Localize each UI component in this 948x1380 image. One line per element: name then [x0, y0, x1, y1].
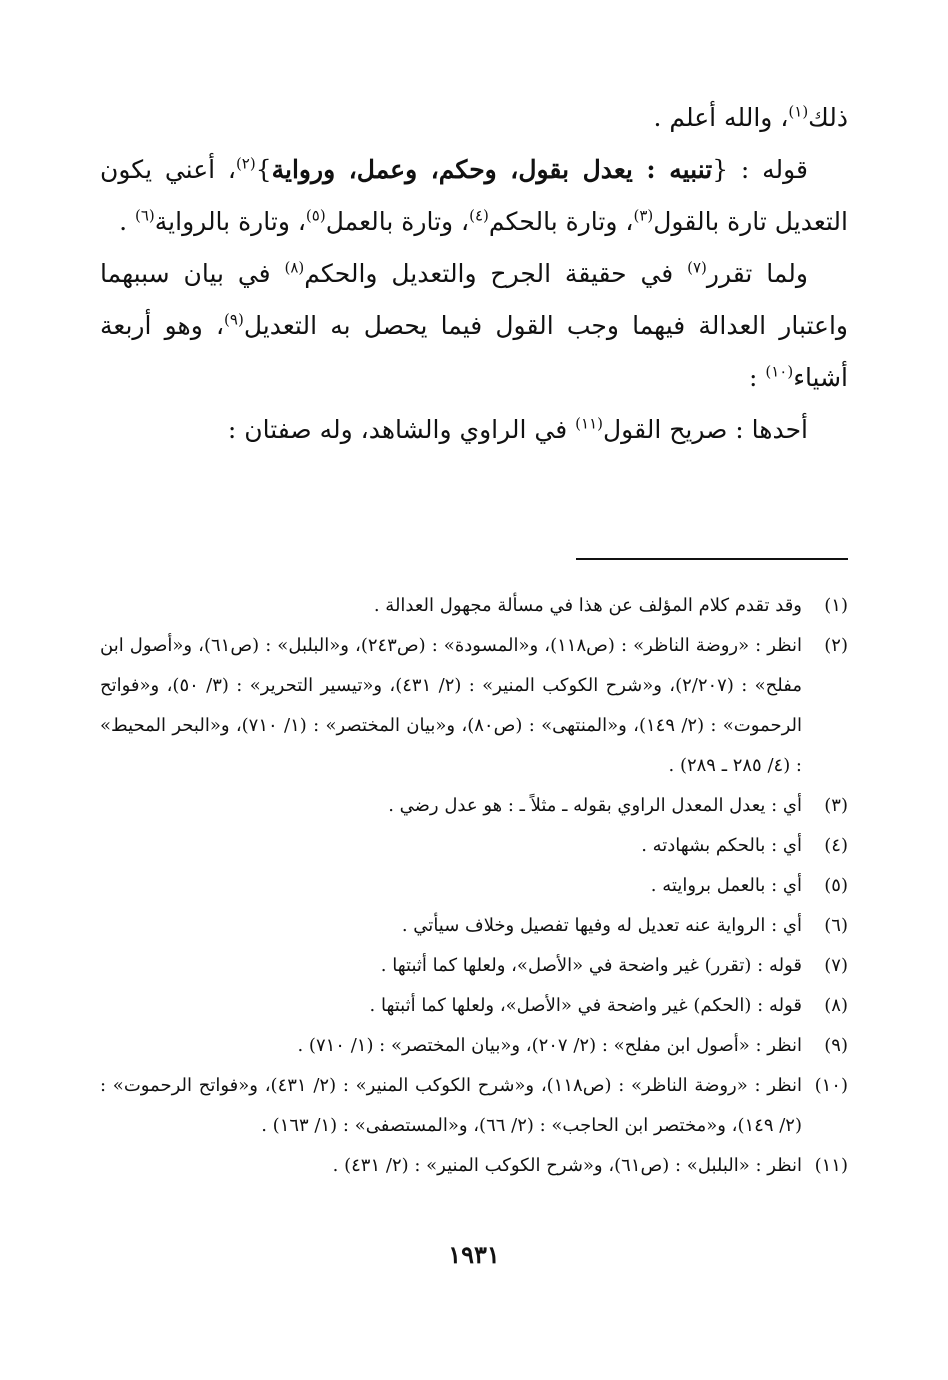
footnotes [100, 586, 848, 1186]
footnote-number: (٧) [824, 955, 848, 976]
footnote-text: أي : بالعمل بروايته . [650, 875, 802, 896]
paragraph-3: ولما تقرر$^{(٧)}$ في حقيقة الجرح والتعديل والحكم$^{(٨)}$ في بيان سببهما واعتبار العدالة فيهما وجب القول فيما يحصل به التعديل$^{(٩)}$، وهو أربعة أشياء$^{(١٠)}$ : [100, 258, 848, 392]
footnote-number: (٤) [824, 835, 848, 856]
footnote-item [100, 866, 848, 906]
footnote-separator [576, 558, 848, 560]
footnote-item [100, 586, 848, 626]
footnote-number: (١١) [814, 1155, 848, 1176]
footnote-ref-5[interactable]: (٥) [305, 206, 326, 225]
footnote-item [100, 826, 848, 866]
footnote-text: قوله : (الحكم) غير واضحة في «الأصل»، ولعلها كما أثبتها . [369, 995, 802, 1016]
paragraph-1: ذلك$^{(١)}$، والله أعلم . [653, 102, 848, 132]
footnote-text: قوله : (تقرر) غير واضحة في «الأصل»، ولعلها كما أثبتها . [380, 955, 802, 976]
footnote-number: (١٠) [814, 1075, 848, 1096]
footnote-ref-1[interactable]: (١) [788, 102, 809, 121]
footnote-ref-8[interactable]: (٨) [284, 258, 305, 277]
paragraph-4: أحدها : صريح القول$^{(١١)}$ في الراوي والشاهد، وله صفتان : [227, 414, 808, 444]
main-text [100, 92, 848, 456]
footnote-text: أي : يعدل المعدل الراوي بقوله ـ مثلاً ـ : هو عدل رضي . [388, 795, 802, 816]
footnote-text: وقد تقدم كلام المؤلف عن هذا في مسألة مجهول العدالة . [373, 595, 802, 616]
footnote-ref-3[interactable]: (٣) [633, 206, 654, 225]
footnote-ref-4[interactable]: (٤) [469, 206, 489, 225]
paragraph-2: قوله : {تنبيه : يعدل بقول، وحكم، وعمل، ورواية}$^{(٢)}$، أعني يكون التعديل تارة بالقول$^{(٣)}$، وتارة بالحكم$^{(٤)}$، وتارة بالعمل$^{(٥)}$، وتارة بالرواية$^{(٦)}$ . [100, 154, 848, 236]
footnote-ref-11[interactable]: (١١) [575, 414, 603, 433]
footnote-number: (٨) [824, 995, 848, 1016]
footnote-text: انظر : «أصول ابن مفلح» : (٢/ ٢٠٧)، و«بيان المختصر» : (١/ ٧١٠) . [297, 1035, 802, 1056]
footnote-item [100, 986, 848, 1026]
footnote-text: انظر : «روضة الناظر» : (ص١١٨)، و«المسودة» : (ص٢٤٣)، و«البلبل» : (ص٦١)، و«أصول ابن مفلح» : (٢/٢٠٧)، و«شرح الكوكب المنير» : (٢/ ٤٣١)، و«تيسير التحرير» : (٣/ ٥٠)، و«فواتح الرحموت» : (٢/ ١٤٩)، و«المنتهى» : (ص٨٠)، و«بيان المختصر» : (١/ ٧١٠)، و«البحر المحيط» : (٤/ ٢٨٥ ـ ٢٨٩) . [100, 635, 803, 776]
footnote-number: (٢) [824, 635, 848, 656]
footnote-ref-6[interactable]: (٦) [134, 206, 155, 225]
footnote-ref-2[interactable]: (٢) [235, 154, 256, 173]
footnote-number: (٩) [824, 1035, 848, 1056]
footnote-item [100, 1026, 848, 1066]
footnote-number: (٦) [824, 915, 848, 936]
footnote-item [100, 906, 848, 946]
footnote-item [100, 1146, 848, 1186]
footnote-number: (١) [824, 595, 848, 616]
footnote-number: (٣) [824, 795, 848, 816]
footnote-text: انظر : «روضة الناظر» : (ص١١٨)، و«شرح الكوكب المنير» : (٢/ ٤٣١)، و«فواتح الرحموت» : (٢/ ١٤٩)، و«مختصر ابن الحاجب» : (٢/ ٦٦)، و«المستصفى» : (١/ ١٦٣) . [100, 1075, 802, 1136]
footnote-item [100, 626, 848, 786]
footnote-item [100, 786, 848, 826]
footnote-number: (٥) [824, 875, 848, 896]
footnote-ref-9[interactable]: (٩) [224, 310, 244, 329]
footnote-item [100, 946, 848, 986]
footnote-item [100, 1066, 848, 1146]
page-number: ١٩٣١ [448, 1240, 500, 1269]
footnote-text: انظر : «البلبل» : (ص٦١)، و«شرح الكوكب المنير» : (٢/ ٤٣١) . [332, 1155, 802, 1176]
footnote-ref-7[interactable]: (٧) [687, 258, 707, 277]
footnote-text: أي : الرواية عنه تعديل له وفيها تفصيل وخلاف سيأتي . [401, 915, 802, 936]
footnote-text: أي : بالحكم بشهادته . [641, 835, 802, 856]
footnote-ref-10[interactable]: (١٠) [765, 362, 794, 381]
quoted-text: تنبيه : يعدل بقول، وحكم، وعمل، ورواية [271, 155, 713, 184]
